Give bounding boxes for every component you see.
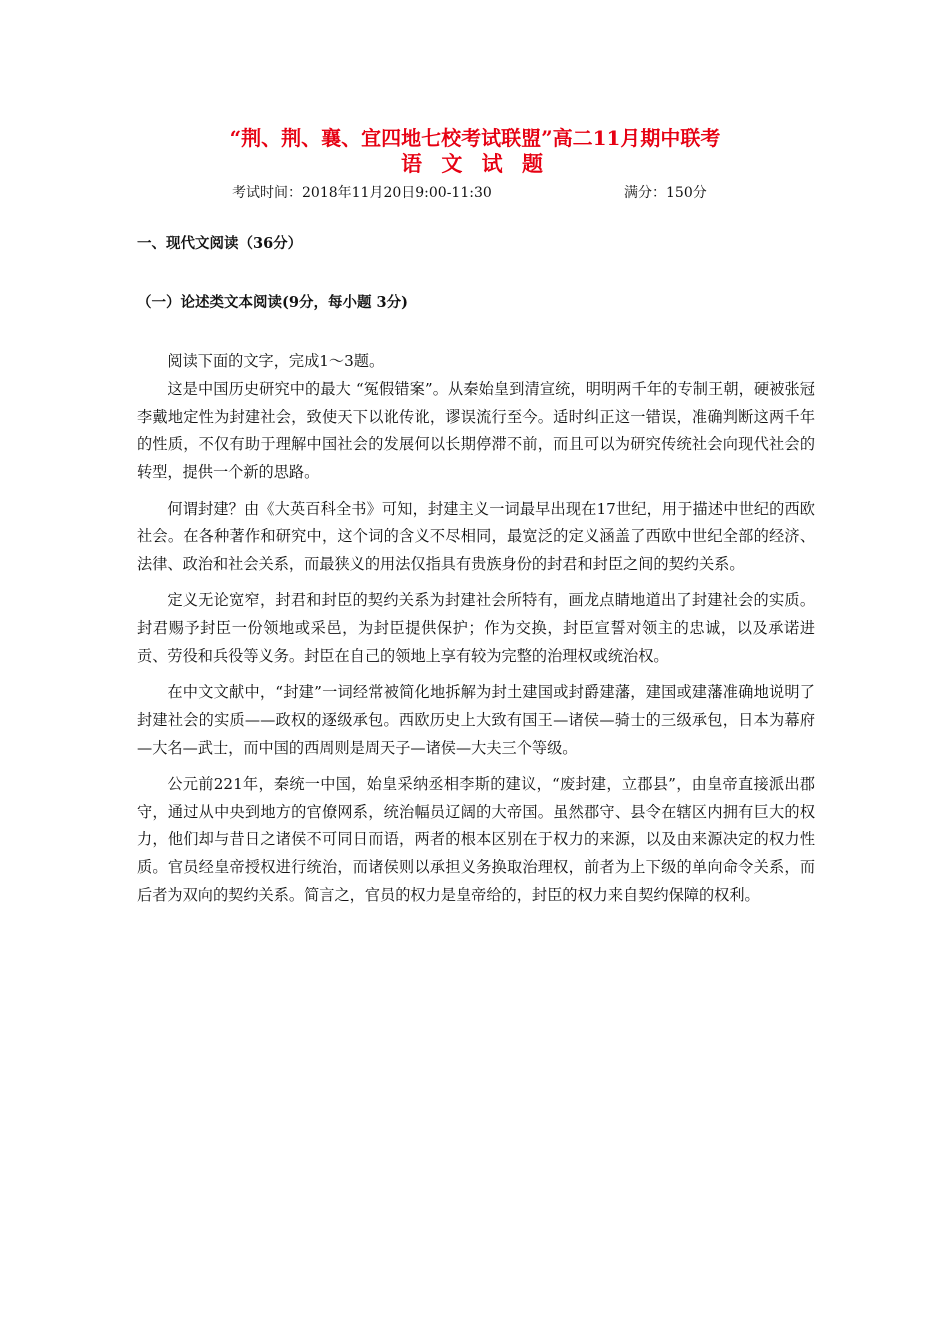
exam-title: “荆、荆、襄、宜四地七校考试联盟”高二11月期中联考 [229,126,721,150]
section-heading-part1: 一、现代文阅读（36分） [137,235,303,252]
exam-info [232,182,792,204]
passage-paragraph: 在中文文献中，“封建”一词经常被简化地拆解为封土建国或封爵建藩，建国或建藩准确地说明了封建社会的实质——政权的逐级承包。西欧历史上大致有国王—诸侯—骑士的三级承包，日本为幕府—大名—武士，而中国的西周则是周天子—诸侯—大夫三个等级。 [137,683,816,757]
reading-instruction: 阅读下面的文字，完成1～3题。 [167,352,385,370]
subject-title: 语 文 试 题 [401,151,549,176]
exam-time: 考试时间：2018年11月20日9:00-11:30 [232,185,492,201]
passage-paragraph: 何谓封建？由《大英百科全书》可知，封建主义一词最早出现在17世纪，用于描述中世纪的西欧社会。在各种著作和研究中，这个词的含义不尽相同，最宽泛的定义涵盖了西欧中世纪全部的经济、法律、政治和社会关系，而最狭义的用法仅指具有贵族身份的封君和封臣之间的契约关系。 [137,499,815,573]
passage-paragraph: 定义无论宽窄，封君和封臣的契约关系为封建社会所特有，画龙点睛地道出了封建社会的实质。封君赐予封臣一份领地或采邑，为封臣提供保护；作为交换，封臣宣誓对领主的忠诚，以及承诺进贡、劳役和兵役等义务。封臣在自己的领地上享有较为完整的治理权或统治权。 [137,591,815,665]
full-score: 满分：150分 [624,185,707,201]
section-heading-part1-sub1: （一）论述类文本阅读(9分，每小题 3分) [137,294,408,311]
passage-paragraph: 这是中国历史研究中的最大 “冤假错案”。从秦始皇到清宣统，明明两千年的专制王朝，硬被张冠李戴地定性为封建社会，致使天下以讹传讹，谬误流行至今。适时纠正这一错误，准确判断这两千年的性质，不仅有助于理解中国社会的发展何以长期停滞不前，而且可以为研究传统社会向现代社会的转型，提供一个新的思路。 [137,380,815,482]
reading-passage [137,348,815,918]
passage-paragraph: 公元前221年，秦统一中国，始皇采纳丞相李斯的建议，“废封建，立郡县”，由皇帝直接派出郡守，通过从中央到地方的官僚网系，统治幅员辽阔的大帝国。虽然郡守、县令在辖区内拥有巨大的权力，他们却与昔日之诸侯不可同日而语，两者的根本区别在于权力的来源，以及由来源决定的权力性质。官员经皇帝授权进行统治，而诸侯则以承担义务换取治理权，前者为上下级的单向命令关系，而后者为双向的契约关系。简言之，官员的权力是皇帝给的，封臣的权力来自契约保障的权利。 [137,774,815,904]
